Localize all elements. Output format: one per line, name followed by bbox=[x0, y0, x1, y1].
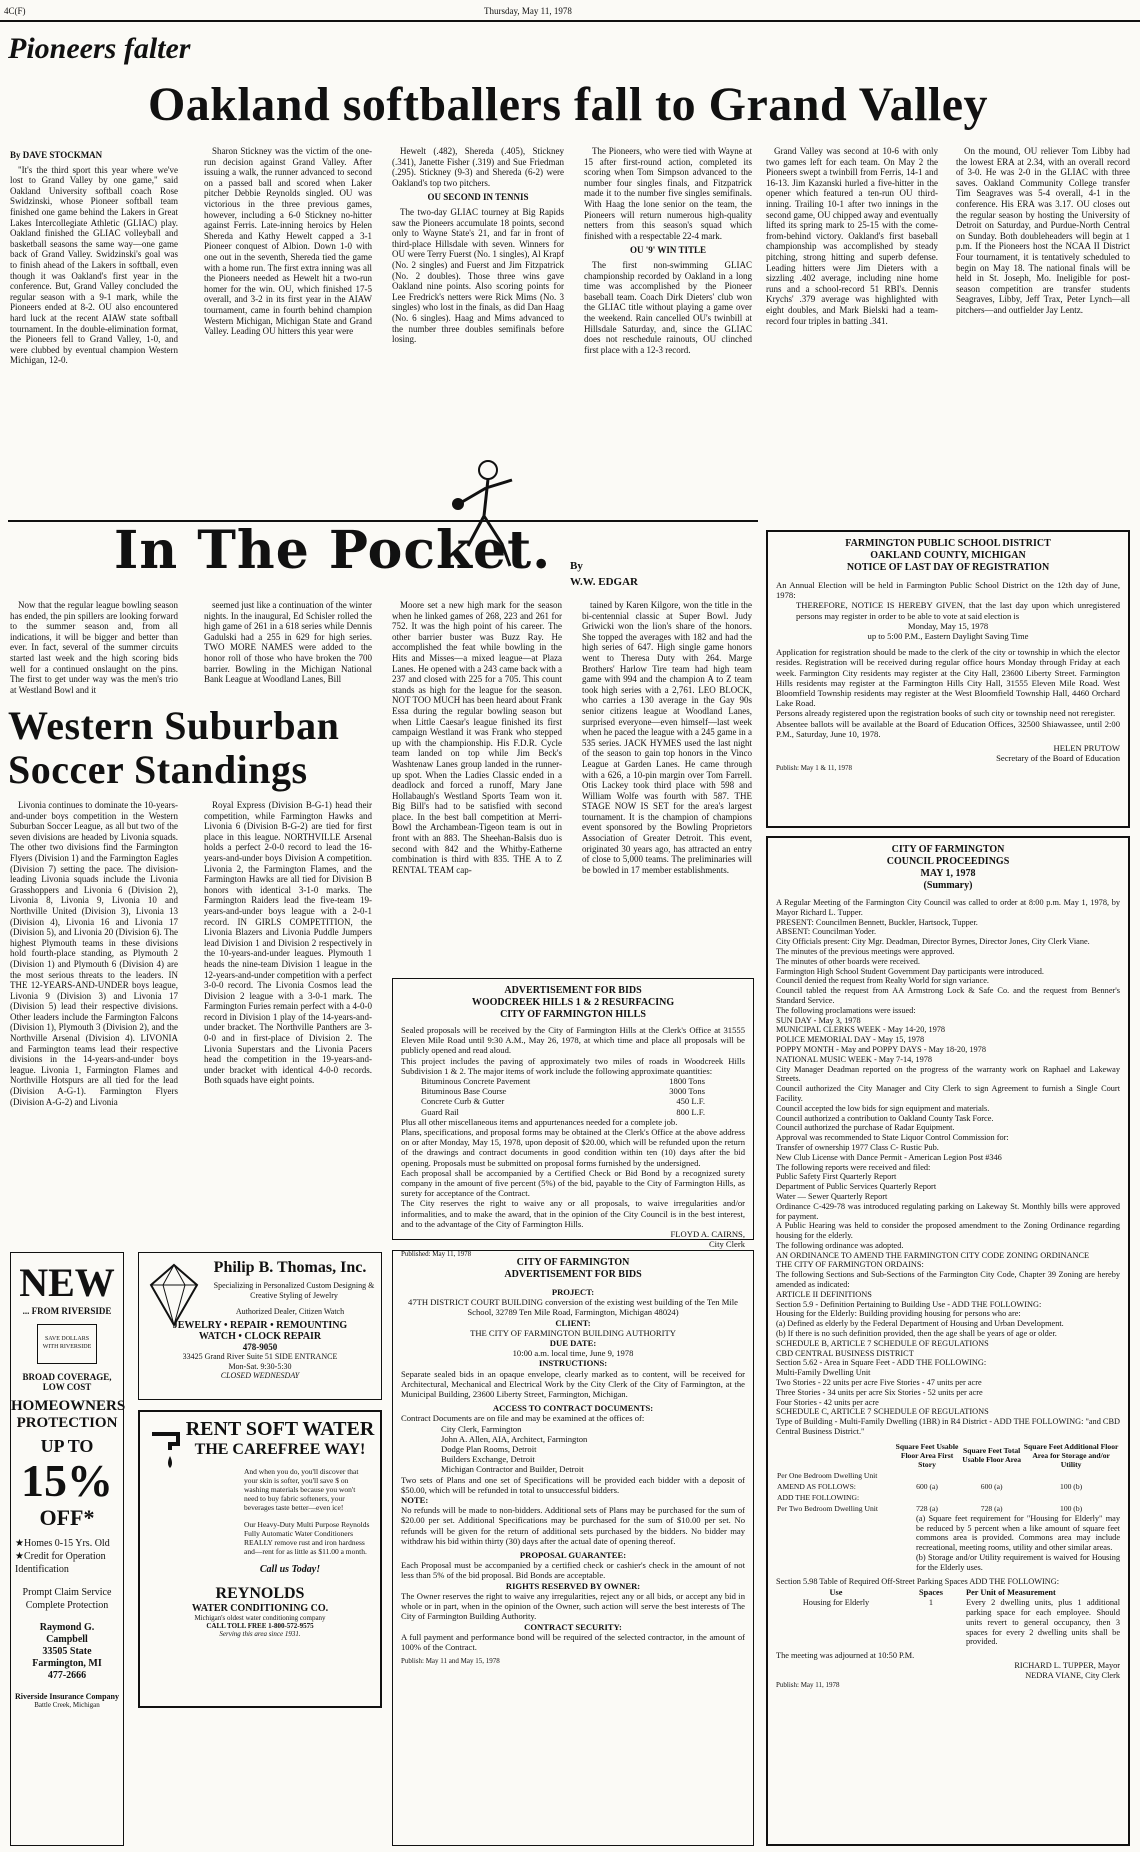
proceeding-line: Housing for the Elderly: Building providing housing for persons who are: bbox=[776, 1309, 1021, 1319]
proceeding-line: Council accepted the low bids for sign equipment and materials. bbox=[776, 1103, 990, 1113]
notice-title: ADVERTISEMENT FOR BIDS bbox=[504, 985, 642, 996]
faucet-icon bbox=[148, 1420, 188, 1480]
proceeding-line: A Regular Meeting of the Farmington City Council was called to order at 8:00 p.m. May 1, 1978, by Mayor Richard L. Tupper. bbox=[776, 898, 1120, 917]
farmington-bid-notice bbox=[392, 1250, 754, 1846]
reynolds-water-ad bbox=[138, 1410, 382, 1708]
proceeding-line: Council authorized the City Manager and City Clerk to sign Agreement to furnish a Single Court Facility. bbox=[776, 1084, 1120, 1103]
notice-text: The City reserves the right to waive any or all proposals, to waive irregularities and/or informalities, and to make the award, that in the opinion of the City Council is in the best interest, and to the advantage of the City of Farmington Hills. bbox=[401, 1198, 745, 1229]
proceeding-line: AN ORDINANCE TO AMEND THE FARMINGTON CITY CODE ZONING ORDINANCE bbox=[776, 1250, 1090, 1260]
ad-business-name: Philip B. Thomas, Inc. bbox=[213, 1259, 367, 1276]
pocket-column-4 bbox=[582, 600, 752, 972]
notice-title: CITY OF FARMINGTON bbox=[516, 1257, 630, 1268]
soccer-headline: Western Suburban Soccer Standings bbox=[8, 703, 340, 792]
list-item: Bituminous Concrete Pavement 1800 Tons bbox=[421, 1076, 705, 1087]
proceeding-line: MUNICIPAL CLERKS WEEK - May 14-20, 1978 bbox=[776, 1025, 946, 1035]
proceeding-line: SUN DAY - May 3, 1978 bbox=[776, 1015, 861, 1025]
list-item: John A. Allen, AIA, Architect, Farmington bbox=[441, 1433, 588, 1444]
list-item: Bituminous Base Course 3000 Tons bbox=[421, 1086, 705, 1097]
proceeding-line: (b) If there is no such definition provided, then the age shall be years of age or older. bbox=[776, 1329, 1057, 1339]
proceeding-line: New Club License with Dance Permit - American Legion Post #346 bbox=[776, 1152, 1002, 1162]
pocket-author: W.W. EDGAR bbox=[570, 576, 638, 588]
notice-text: Separate sealed bids in an opaque envelope, clearly marked as to content, will be received for Architectural, Mechanical and Electrical Work by the City Clerk of the City of Farmington, at the Municipal Building, 23600 Liberty Street, Farmington, Michigan. bbox=[401, 1368, 745, 1400]
notice-text: A full payment and performance bond will be required of the selected contractor, in the amount of 100% of the Contract. bbox=[401, 1631, 745, 1652]
notice-text: THE CITY OF FARMINGTON BUILDING AUTHORITY bbox=[470, 1327, 676, 1338]
proceeding-line: Council denied the request from Realty World for sign variance. bbox=[776, 976, 989, 986]
table-row: ADD THE FOLLOWING: bbox=[777, 1492, 860, 1502]
notice-text: Contract Documents are on file and may be examined at the offices of: bbox=[401, 1413, 645, 1424]
proceeding-line: Section 5.62 - Area in Square Feet - ADD THE FOLLOWING: bbox=[776, 1358, 987, 1368]
proceeding-line: Four Stories - 42 units per acre bbox=[776, 1397, 879, 1407]
notice-text: Each Proposal must be accompanied by a certified check or cashier's check in the amount of not less than 5% of the bid proposal. Bid Bonds are acceptable. bbox=[401, 1560, 745, 1581]
ad-dealer: Authorized Dealer, Citizen Watch bbox=[235, 1307, 345, 1316]
notice-text: (b) Storage and/or Utility requirement is waived for Housing for the Elderly uses. bbox=[916, 1553, 1120, 1572]
notice-text: (a) Square feet requirement for "Housing for Elderly" may be reduced by 5 percent when a like amount of square feet commons area is provided. Commons area may include recreational, meeting rooms, utility and other similar areas. bbox=[916, 1513, 1120, 1553]
ad-call: Call us Today! bbox=[259, 1564, 321, 1575]
list-item: Dodge Plan Rooms, Detroit bbox=[441, 1444, 537, 1455]
story-column-2 bbox=[204, 146, 372, 516]
proceeding-line: Two Stories - 22 units per acre Five Stories - 47 units per acre bbox=[776, 1378, 982, 1388]
section-heading: PROJECT: bbox=[551, 1287, 595, 1297]
subhead: OU '9' WIN TITLE bbox=[630, 245, 706, 256]
proceeding-line: PRESENT: Councilmen Bennett, Buckler, Hartsock, Tupper. bbox=[776, 917, 978, 927]
proceeding-line: The minutes of other boards were received. bbox=[776, 956, 920, 966]
ad-upto: UP TO bbox=[40, 1436, 94, 1456]
story-text: Hewelt (.482), Shereda (.405), Stickney (.341), Janette Fisher (.319) and Sue Friedman (.295). Stickney (9-3) and Shereda (6-2) were Oakland's top two pitchers. bbox=[392, 146, 564, 188]
ad-save-badge: SAVE DOLLARS WITH RIVERSIDE bbox=[37, 1324, 97, 1364]
ad-off: OFF* bbox=[39, 1505, 95, 1530]
proceeding-line: Department of Public Services Quarterly Report bbox=[776, 1182, 937, 1192]
deadline-time: up to 5:00 P.M., Eastern Daylight Saving Time bbox=[867, 631, 1029, 642]
proceeding-line: Ordinance C-429-78 was introduced regulating parking on Lakeway St. Monthly bills were approved for payment. bbox=[776, 1201, 1120, 1221]
story-column-5 bbox=[766, 146, 938, 526]
parking-row: Housing for Elderly 1 Every 2 dwelling units, plus 1 additional parking space for each employee. Should units revert to general occupancy, then 3 spaces for every 2 dwelling units shall be provided. bbox=[802, 1598, 1120, 1647]
proceeding-line: ABSENT: Councilman Yoder. bbox=[776, 927, 877, 937]
notice-title: MAY 1, 1978 bbox=[920, 868, 976, 879]
notice-title: CITY OF FARMINGTON bbox=[891, 844, 1005, 855]
parking-header: Use Spaces Per Unit of Measurement bbox=[829, 1588, 1056, 1598]
proceeding-line: SCHEDULE B, ARTICLE 7 SCHEDULE OF REGULATIONS bbox=[776, 1338, 989, 1348]
pocket-text: seemed just like a continuation of the winter nights. In the inaugural, Ed Schisler rolled the high game of 261 in a 618 series while Dennis Gadulski had a 255 in 629 for high series. TWO MORE NAMES were added to the honor roll of those who have broken the 700 barrier. Bowling in the Michigan National Bank League at Woodland Lanes, Bill bbox=[204, 600, 372, 685]
column-title: In The Pocket. bbox=[114, 520, 552, 581]
story-column-6 bbox=[956, 146, 1130, 526]
signer: NEDRA VIANE, City Clerk bbox=[1025, 1670, 1120, 1680]
story-text: The Pioneers, who were tied with Wayne at 15 after first-round action, completed its scoring when Tom Simpson advanced to the number four singles finals, and Fitzpatrick made it to the number five singles semifinals. With Haag the lone senior on the team, the Pioneers will return numerous high-quality netters from this season's squad which finished with a respectable 22-4 mark. bbox=[584, 146, 752, 241]
list-item: Guard Rail 800 L.F. bbox=[421, 1106, 705, 1117]
publish-date: Publish: May 11, 1978 bbox=[776, 1680, 840, 1689]
notice-text: Section 5.98 Table of Required Off-Street Parking Spaces ADD THE FOLLOWING: bbox=[776, 1576, 1060, 1586]
section-heading: CONTRACT SECURITY: bbox=[524, 1621, 622, 1632]
ad-new: NEW bbox=[19, 1260, 115, 1305]
story-column-1 bbox=[10, 146, 178, 516]
soccer-text: Livonia continues to dominate the 10-years-and-under boys competition in the Western Suburban Soccer League, as all but two of the seven divisions are headed by Livonia squads. The other two divisions find the Farmington Flyers (Division 1) and the Farmington Eagles (Division 7) setting the pace. The division-leading Livonia squads include the Livonia Grasshoppers and Livonia 6 (Division 2), Livonia 8, Livonia 9, Livonia 10 and Northville United (Division 3), Livonia 13 (Division 4), Livonia 16 and Livonia 17 (Division 5), and Livonia 20 (Division 6). The highest Plymouth teams in these divisions hold fourth-place standing, as Plymouth 2 (Division 1) and Plymouth 6 (Division 4) are the most serious threats to the leaders. IN THE 12-YEARS-AND-UNDER boys league, Livonia 9 (Division 3) and Livonia 17 (Division 5) lead their respective divisions. Other leaders include the Farmington Falcons (Division 1), Plymouth 3 (Division 2), and the Northville Arsenal (Division 4). LIVONIA and Farmington teams lead their respective divisions in the 14-years-and-under boys league. Livonia 1, Farmington Flames and Northville Hotspurs are all tied for the lead (Division A-G-1). Farmington Flyers (Division A-G-2) and Livonia bbox=[10, 800, 178, 1107]
pocket-column-2 bbox=[204, 600, 372, 692]
offices-list bbox=[401, 1424, 745, 1475]
subhead: OU SECOND IN TENNIS bbox=[427, 192, 529, 203]
riverside-insurance-ad bbox=[10, 1252, 124, 1846]
section-heading: DUE DATE: bbox=[549, 1338, 597, 1349]
pocket-text: tained by Karen Kilgore, won the title in the bi-centennial classic at Super Bowl. Judy Griwicki won the lion's share of the honors. She topped the averages with 182 and had the high series of 647. High single game honors went to Theresa Duty with 264. Marge Brothers' Harlow Tire team had high team game with 994 and the champion A to Z team took high series with a 2,761. LEO BLOCK, who carries a 130 average in the Gay 90s senior citizens league at Woodland Lanes, surprised everyone—even himself—last week when he paced the league with a 245 game in a 535 series. JACK HYMES used the last night of the season to gain top honors in the Vinco League at Garden Lanes. He came through with a 626, a 10-pin margin over Tom Farrell. Otis Lackey took third place with 598 and William Wolfe was fourth with 587. THE STAGE NOW IS SET for the area's largest tournament. It is the champion of champions event sponsored by the Bowling Proprietors Association of Greater Detroit. This event, originated 30 years ago, has attracted an entry of close to 5,000 teams. The preliminaries will be bowled in 17 member establishments. bbox=[582, 600, 752, 875]
notice-text: Plus all other miscellaneous items and appurtenances needed for a complete job. bbox=[401, 1116, 678, 1127]
notice-text: Plans, specifications, and proposal forms may be obtained at the Clerk's Office at the above address on or after Monday, May 15, 1978, upon deposit of $20.00, which will be refunded upon the return of the drawings and contract documents in good condition within ten (10) days after the bid opening. Proposals must be submitted on proposal forms furnished by the undersigned. bbox=[401, 1127, 745, 1168]
signer: RICHARD L. TUPPER, Mayor bbox=[1014, 1660, 1120, 1670]
list-item: Prompt Claim Service bbox=[22, 1587, 112, 1598]
notice-text: This project includes the paving of approximately two miles of roads in Woodcreek Hills Subdivision 1 & 2. The major items of work include the following approximate quantities: bbox=[401, 1055, 745, 1076]
proceeding-line: A Public Hearing was held to consider the proposed amendment to the Zoning Ordinance regarding housing for the elderly. bbox=[776, 1221, 1120, 1241]
deadline-date: Monday, May 15, 1978 bbox=[907, 620, 989, 631]
ad-broad: BROAD COVERAGE, LOW COST bbox=[22, 1372, 112, 1392]
story-text: The first non-swimming GLIAC championship recorded by Oakland in a long time was accomplished by the Pioneer baseball team. Coach Dirk Dieters' club won the GLIAC title without playing a game over the weekend. Rain cancelled OU's twinbill at Hillsdale Saturday, and, since the GLIAC does not reschedule rainouts, OU clinched first place with a 12-3 record. bbox=[584, 259, 752, 355]
story-headline: Oakland softballers fall to Grand Valley bbox=[147, 78, 989, 131]
school-registration-notice bbox=[766, 530, 1130, 828]
signer: FLOYD A. CAIRNS, bbox=[670, 1229, 745, 1240]
story-text: The two-day GLIAC tourney at Big Rapids saw the Pioneers accumulate 18 points, second only to Wayne State's 21, and far in front of third-place Hillsdale with seven. Winners for OU were Terry Fuerst (No. 1 singles), Al Krapf (No. 2 singles) and Fuerst and Jim Fitzpatrick (No. 2 doubles). Those three wins gave Oakland nine points. Also scoring points for Lee Fredrick's netters were Rick Mims (No. 3 singles) who lost in the finals, as did Dan Haag (No. 6 singles). Haag and Mims advanced to the number three doubles semifinals before losing. bbox=[392, 206, 564, 345]
proceeding-line: The following reports were received and filed: bbox=[776, 1162, 931, 1172]
ad-hours: Mon-Sat. 9:30-5:30 bbox=[228, 1361, 292, 1371]
proceeding-line: CBD CENTRAL BUSINESS DISTRICT bbox=[776, 1348, 914, 1358]
soccer-text: Royal Express (Division B-G-1) head their competition, while Farmington Hawks and Livonia 6 (Division B-G-2) are tied for first place in this league. NORTHVILLE Arsenal holds a perfect 2-0-0 record to lead the 16-years-and-under boys Division A competition. Livonia 2, the Farmington Flames, and the Farmington Hawks are all tied for Division B honors with identical 3-1-0 marks. The Farmington Raiders lead the five-team 19-years-and-under boys league with a 2-0-1 record. IN GIRLS COMPETITION, the Livonia Blazers and Livonia Puddle Jumpers lead Division 1 and Division 2 respectively in the 10-years-and-under leagues. Plymouth 1 heads the nine-team Division 1 league in the 12-years-and-under competition with a perfect 3-0-0 record. The Livonia Cosmos lead the Division 2 league with a 3-0-1 mark. The Farmington Furies remain perfect with a 4-0-0 record in Division 1 play of the 14-years-and-under bracket. The Northville Panthers are 3-0-0 and in first-place of Division 2. The Livonia Superstars and the Livonia Pacers head the competition in the 19-years-and-under bracket with identical 4-0-0 records. Both squads have eight points. bbox=[204, 800, 372, 1086]
story-kicker: Pioneers falter bbox=[8, 32, 191, 65]
section-heading: ACCESS TO CONTRACT DOCUMENTS: bbox=[492, 1403, 654, 1414]
ad-protection: PROTECTION bbox=[16, 1415, 118, 1431]
ad-specialty: Specializing in Personalized Custom Designing & Creative Styling of Jewelry bbox=[213, 1281, 375, 1300]
ad-body: Our Heavy-Duty Multi Purpose Reynolds Fully Automatic Water Conditioners REALLY remove rust and iron hardness and—rent for as little as $11.00 a month. bbox=[244, 1520, 370, 1556]
section-heading: PROPOSAL GUARANTEE: bbox=[519, 1550, 627, 1561]
pocket-text: Moore set a new high mark for the season when he linked games of 268, 223 and 261 for 752. It was the high point of his career. The other barrier buster was Buzz Ray. He accomplished the feat while bowling in the Hits and Misses—a mixed league—at Plaza Lanes. He opened with a 243 came back with a 237 and closed with 225 for a 705. This count stands as high for the league for the season. NOT TOO MUCH has been heard about Frank Essa during the regular bowling season but when Little Caesar's league finished its first campaign Westland it was Frank who stepped up with the championship. His F.D.R. Cycle team landed on top while Jim Beck's Washtenaw Lanes group landed in the runner-up spot. When the Ladies Classic ended in a deadlock and forced a runoff, Mary Jane Hollabaugh's Westland Sports Team won it. Big Bill's had to be satisfied with second place. In the best ball competition at Merri-Bowl the Archambean-Tigeon team is out in front with an 883. The Sheehan-Balsis duo is second with 842 and the Whitby-Eatherne combination is third with 835. THE A to Z RENTAL TEAM cap- bbox=[392, 600, 562, 875]
proceeding-line: Three Stories - 34 units per acre Six Stories - 52 units per acre bbox=[776, 1387, 983, 1397]
notice-title: CITY OF FARMINGTON HILLS bbox=[500, 1009, 646, 1020]
pocket-text: Now that the regular league bowling season has ended, the pin spillers are looking forward to the summer season and, from all indications, it will be bigger and better than ever. In fact, several of the summer circuits started last week and the high scoring bids well for a continued onslaught on the pins. The first to get under way was the men's trio at Westland Bowl and it bbox=[10, 600, 178, 695]
proceeding-line: ARTICLE II DEFINITIONS bbox=[776, 1289, 872, 1299]
quantities-list bbox=[401, 1076, 745, 1117]
ad-company-sub: WATER CONDITIONING CO. bbox=[191, 1603, 329, 1614]
table-row: AMEND AS FOLLOWS: 600 (a) 600 (a) 100 (b) bbox=[777, 1481, 1083, 1491]
proceeding-line: Section 5.9 - Definition Pertaining to Building Use - ADD THE FOLLOWING: bbox=[776, 1299, 1042, 1309]
proceeding-line: (a) Defined as elderly by the Federal Department of Housing and Urban Development. bbox=[776, 1319, 1064, 1329]
notice-text: Persons already registered upon the registration books of such city or township need not reregister. bbox=[776, 708, 1116, 719]
proceeding-line: Council authorized a contribution to Oakland County Task Force. bbox=[776, 1113, 994, 1123]
section-heading: RIGHTS RESERVED BY OWNER: bbox=[505, 1580, 641, 1591]
ad-homeowners: HOMEOWNERS bbox=[11, 1398, 126, 1414]
proceeding-line: Council tabled the request from AA Armstrong Lock & Safe Co. and the request from Benner's Standard Service. bbox=[776, 986, 1120, 1005]
notice-text: 10:00 a.m. local time, June 9, 1978 bbox=[512, 1348, 634, 1359]
list-item: Concrete Curb & Gutter 450 L.F. bbox=[421, 1096, 705, 1107]
woodcreek-bid-notice bbox=[392, 978, 754, 1259]
publish-date: Publish: May 11 and May 15, 1978 bbox=[401, 1657, 500, 1666]
ad-head: RENT SOFT WATER bbox=[185, 1418, 375, 1440]
notice-title: OAKLAND COUNTY, MICHIGAN bbox=[870, 550, 1026, 561]
proceeding-line: POLICE MEMORIAL DAY - May 15, 1978 bbox=[776, 1035, 925, 1045]
proceeding-line: Farmington High School Student Government Day participants were introduced. bbox=[776, 966, 1044, 976]
proceeding-line: City Manager Deadman reported on the progress of the warranty work on Raphael and Lakeway Streets. bbox=[776, 1064, 1120, 1084]
ad-company-name: REYNOLDS bbox=[215, 1585, 305, 1602]
notice-text: No refunds will be made to non-bidders. Additional sets of Plans may be purchased for the sum of $20.00 per set. Additional Specifications may be purchased for the sum of $10.00 per set. No refunds will be given for the return of additional sets purchased by the bidders. No bidder may withdraw his bid within thirty (30) days after the actual date of opening thereof. bbox=[401, 1505, 745, 1546]
soccer-column-1 bbox=[10, 800, 178, 1244]
notice-text: Application for registration should be made to the clerk of the city or township in which the elector resides. Registration will be received during regular office hours Monday through Friday at each week. Farmington City residents may register at the City Hall, 23600 Liberty Street. Farmington Hills residents may register at the Farmington Hills City Hall, 31555 Eleven Mile Road. West Bloomfield Township residents may register at the West Bloomfield Township Hall, 4460 Orchard Lake Road. bbox=[776, 647, 1120, 709]
proceeding-line: The following proclamations were issued: bbox=[776, 1005, 916, 1015]
thomas-jewelry-ad bbox=[138, 1252, 382, 1400]
list-item: ★Credit for Operation Identification bbox=[15, 1551, 106, 1575]
ad-body: And when you do, you'll discover that your skin is softer, you'll save $ on washing materials because you won't need to buy fabric softeners, your beverages taste better—even ice! bbox=[244, 1467, 359, 1512]
list-item: Builders Exchange, Detroit bbox=[441, 1454, 535, 1465]
section-heading: CLIENT: bbox=[555, 1317, 591, 1328]
list-item: Michigan Contractor and Builder, Detroit bbox=[441, 1464, 584, 1475]
notice-title: ADVERTISEMENT FOR BIDS bbox=[504, 1269, 642, 1280]
soccer-column-2 bbox=[204, 800, 372, 1244]
ad-features bbox=[11, 1531, 123, 1612]
ad-company: Riverside Insurance Company bbox=[14, 1692, 119, 1701]
proceeding-line: The following ordinance was adopted. bbox=[776, 1240, 904, 1250]
notice-text: Absentee ballots will be available at the Board of Education Offices, 32500 Shiawassee, until 2:00 P.M., Saturday, June 10, 1978. bbox=[776, 718, 1120, 739]
signer-title: Secretary of the Board of Education bbox=[996, 753, 1120, 764]
signer-title: City Clerk bbox=[708, 1239, 745, 1250]
notice-title: NOTICE OF LAST DAY OF REGISTRATION bbox=[846, 562, 1050, 573]
pocket-column-3 bbox=[392, 600, 562, 972]
proceeding-line: The following Sections and Sub-Sections of the Farmington City Code, Chapter 39 Zoning are hereby amended as indicated: bbox=[776, 1270, 1120, 1290]
floor-area-table bbox=[776, 1441, 1120, 1514]
proceeding-line: POPPY MONTH - May and POPPY DAYS - May 18-20, 1978 bbox=[776, 1044, 986, 1054]
ad-city: Battle Creek, Michigan bbox=[34, 1701, 100, 1709]
table-header: Square Feet Usable Floor Area First Story Square Feet Total Usable Floor Area Square Feet Additional Floor Area for Storage and/or Utility bbox=[895, 1441, 1119, 1469]
proceeding-line: The minutes of the previous meetings were approved. bbox=[776, 946, 955, 956]
notice-title: WOODCREEK HILLS 1 & 2 RESURFACING bbox=[471, 997, 675, 1008]
section-heading: INSTRUCTIONS: bbox=[538, 1358, 608, 1369]
ad-agent: Raymond G. Campbell 33505 State Farmington, MI 477-2666 bbox=[32, 1622, 102, 1681]
proceeding-line: Transfer of ownership 1977 Class C- Rustic Pub. bbox=[776, 1142, 939, 1152]
list-item: City Clerk, Farmington bbox=[441, 1423, 522, 1434]
notice-text: Sealed proposals will be received by the City of Farmington Hills at the Clerk's Office at 31555 Eleven Mile Road until 9:30 A.M., May 26, 1978, at which time and place all proposals will be publicly opened and read aloud. bbox=[401, 1025, 745, 1056]
proceeding-line: NATIONAL MUSIC WEEK - May 7-14, 1978 bbox=[776, 1054, 933, 1064]
notice-text: Each proposal shall be accompanied by a Certified Check or Bid Bond by a recognized surety company in the amount of five percent (5%) of the bid, payable to the City of Farmington Hills, as surety for acceptance of the Contract. bbox=[401, 1167, 745, 1199]
proceeding-line: THE CITY OF FARMINGTON ORDAINS: bbox=[776, 1260, 924, 1270]
list-item: ★Homes 0-15 Yrs. Old bbox=[15, 1538, 110, 1549]
ad-since: Serving this area since 1931. bbox=[219, 1630, 301, 1638]
ad-services: JEWELRY • REPAIR • REMOUNTING bbox=[172, 1320, 348, 1331]
page-number: 4C(F) bbox=[4, 6, 26, 16]
notice-title: (Summary) bbox=[923, 880, 973, 891]
proceedings-list bbox=[776, 898, 1120, 1437]
ad-phone: 478-9050 bbox=[242, 1342, 278, 1352]
story-column-4 bbox=[584, 146, 752, 516]
diamond-icon bbox=[147, 1263, 201, 1327]
table-row: Per One Bedroom Dwelling Unit bbox=[777, 1470, 878, 1480]
issue-date: Thursday, May 11, 1978 bbox=[484, 6, 572, 16]
story-text: On the mound, OU reliever Tom Libby had the lowest ERA at 2.34, with an overall record of 3-0. He was 2-0 in the GLIAC with three saves. Oakland Community College transfer Tim Seagraves was 5-4 overall, 4-1 in the conference. His ERA was 3.17. OU closes out the regular season by hosting the University of Detroit on Saturday, and Purdue-North Central on Sunday. Both doubleheaders will begin at 1 p.m. If the Pioneers host the NCAA II District Four tournament, it is tentatively scheduled to begin on May 18. The national finals will be held in St. Joseph, Mo. Ineligible for post-season competition are transfer students Seagraves, Libby, Jeff Trax, Peter Lynch—all pitchers—and outfielder Jay Lentz. bbox=[956, 146, 1130, 315]
ad-from: ... FROM RIVERSIDE bbox=[22, 1306, 112, 1316]
council-proceedings-notice bbox=[766, 836, 1130, 1846]
proceeding-line: Multi-Family Dwelling Unit bbox=[776, 1368, 871, 1378]
notice-title: COUNCIL PROCEEDINGS bbox=[886, 856, 1010, 867]
signer: HELEN PRUTOW bbox=[1053, 743, 1120, 754]
proceeding-line: Approval was recommended to State Liquor Control Commission for: bbox=[776, 1133, 1009, 1143]
list-item: Complete Protection bbox=[25, 1600, 109, 1611]
story-text: Sharon Stickney was the victim of the one-run decision against Grand Valley. After issuing a walk, the runner advanced to second on a passed ball and scored when Laker pitcher Debbie Reynolds singled. OU was victorious in the three previous games, however, including a 6-0 Stickney no-hitter against Ferris. Late-inning heroics by Helen Shereda and Kathy Hewelt capped a 3-1 Pioneer conquest of Albion. Down 1-0 with one out in the seventh, Shereda tied the game with a home run. The first extra inning was all the Pioneers needed as Hewelt hit a two-run homer for the win. OU, which finished 17-5 overall, and 3-2 in its first year in the AIAW tournament, came in fourth behind champion Western Michigan, Michigan State and Grand Valley. Leading OU hitters this year were bbox=[204, 146, 372, 337]
table-row: Per Two Bedroom Dwelling Unit 728 (a) 728 (a) 100 (b) bbox=[777, 1503, 1083, 1513]
proceeding-line: City Officials present: City Mgr. Deadman, Director Byrnes, Director Jones, City Clerk Viane. bbox=[776, 937, 1090, 947]
notice-text: 47TH DISTRICT COURT BUILDING conversion of the existing west building of the Ten Mile School, 32789 Ten Mile Road, Farmington, Michigan 48024) bbox=[408, 1297, 738, 1318]
ad-toll-free: CALL TOLL FREE 1-800-572-9575 bbox=[206, 1622, 314, 1630]
ad-discount: 15% bbox=[21, 1455, 113, 1506]
story-text: Grand Valley was second at 10-6 with only two games left for each team. On May 2 the Pioneers swept a twinbill from Ferris, 14-1 and 16-13. Jim Kazanski hurled a five-hitter in the opener which featured a ten-run OU third-inning. Trailing 10-1 after two innings in the second game, OU chipped away and eventually lifted its spring mark to 25-15 with the come-from-behind victory. Oakland's first baseball championship was accomplished by steady pitching, strong hitting and superb defense. Leading hitters were Jim Dieters with a sizzling .402 average, including nine home runs and a school-record 51 RBI's. Dennis Krychs' .379 average was highlighted with eight doubles, and Mark Bielski had a team-record four triples in batting .341. bbox=[766, 146, 938, 326]
ad-address: 33425 Grand River Suite 51 SIDE ENTRANCE bbox=[182, 1352, 338, 1361]
ad-closed: CLOSED WEDNESDAY bbox=[220, 1371, 300, 1380]
ad-oldest: Michigan's oldest water conditioning company bbox=[194, 1614, 326, 1622]
story-text: "It's the third sport this year where we've lost to Grand Valley by one game," said Oakland University softball coach Rose Swidzinski, whose Pioneer softball team finished one game behind the Lakers in Great Lakes Intercollegiate Athletic (GLIAC) play. Oakland finished the GLIAC volleyball and basketball seasons the same way—one game back of Grand Valley. Swidzinski's goal was to finish ahead of the Lakers in softball, even though it was Oakland's first year in the conference. But, Grand Valley concluded the regular season with a 9-1 mark, while the Pioneers ended at 8-2. OU also encountered hard luck at the recent AIAW state softball tournament. In the double-elimination format, the Pioneers fell to Grand Valley, 1-0, and were clubbed by eventual champion Western Michigan, 12-0. bbox=[10, 164, 178, 366]
pocket-column-1 bbox=[10, 600, 178, 695]
proceeding-line: Type of Building - Multi-Family Dwelling (1BR) in R4 District - ADD THE FOLLOWING: "and CBD Central Business District." bbox=[776, 1417, 1120, 1437]
notice-text: The meeting was adjourned at 10:50 P.M. bbox=[776, 1651, 915, 1661]
proceeding-line: SCHEDULE C, ARTICLE 7 SCHEDULE OF REGULATIONS bbox=[776, 1407, 989, 1417]
pocket-by: By bbox=[570, 560, 583, 572]
byline: By DAVE STOCKMAN bbox=[10, 150, 103, 160]
notice-text: THEREFORE, NOTICE IS HEREBY GIVEN, that the last day upon which unregistered persons may register in order to be able to vote at said election is bbox=[796, 600, 1120, 621]
proceeding-line: Council authorized the purchase of Radar Equipment. bbox=[776, 1123, 955, 1133]
masthead-rule bbox=[0, 20, 1140, 22]
proceeding-line: Public Safety First Quarterly Report bbox=[776, 1172, 897, 1182]
publish-date: Publish: May 1 & 11, 1978 bbox=[776, 764, 852, 773]
ad-services: WATCH • CLOCK REPAIR bbox=[198, 1331, 322, 1342]
publish-date: Published: May 11, 1978 bbox=[401, 1250, 472, 1259]
notice-text: The Owner reserves the right to waive any irregularities, reject any or all bids, or accept any bid in whole or in part, when in the opinion of the Owner, such action will serve the best interests of The City of Farmington Building Authority. bbox=[401, 1590, 745, 1622]
proceeding-line: Water — Sewer Quarterly Report bbox=[776, 1191, 888, 1201]
section-heading: NOTE: bbox=[401, 1495, 429, 1506]
notice-title: FARMINGTON PUBLIC SCHOOL DISTRICT bbox=[845, 538, 1051, 549]
notice-text: Two sets of Plans and one set of Specifications will be provided each bidder with a deposit of $50.00, which will be refunded in total to unsuccessful bidders. bbox=[401, 1474, 745, 1495]
notice-text: An Annual Election will be held in Farmington Public School District on the 12th day of June, 1978: bbox=[776, 580, 1120, 601]
ad-head: THE CAREFREE WAY! bbox=[194, 1441, 366, 1458]
